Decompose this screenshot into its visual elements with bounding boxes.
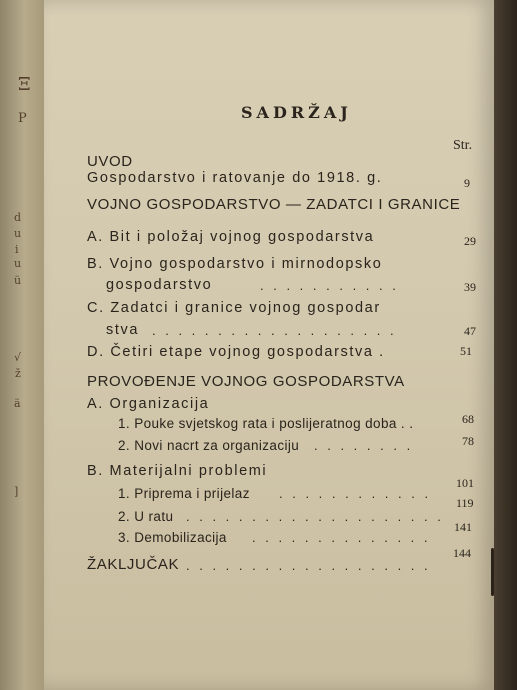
section-zakljucak: ŽAKLJUČAK	[87, 556, 180, 573]
toc-page-number: 47	[464, 324, 476, 338]
page-title: SADRŽAJ	[241, 103, 352, 122]
strip-mark: d	[14, 211, 22, 224]
background-right	[494, 0, 517, 690]
toc-page-number: 68	[462, 412, 474, 426]
toc-entry-text: A. Bit i položaj vojnog gospodarstva	[87, 229, 375, 245]
previous-page-edge	[0, 0, 44, 690]
toc-page-number: 119	[456, 496, 474, 510]
toc-entry-text: D. Četiri etape vojnog gospodarstva .	[87, 344, 385, 360]
leader-dots: . . . . . . . . . . . .	[279, 486, 432, 501]
strip-mark: ž	[15, 367, 21, 380]
leader-dots: . . . . . . . . . . .	[260, 278, 399, 293]
section-uvod: UVOD	[87, 153, 133, 170]
toc-entry-text: 2. U ratu	[118, 509, 174, 524]
page-column-header: Str.	[453, 138, 473, 153]
strip-mark: P	[18, 111, 27, 126]
toc-page-number: 101	[456, 476, 474, 490]
toc-entry-text: C. Zadatci i granice vojnog gospodar	[87, 300, 381, 316]
strip-mark: u	[14, 257, 22, 270]
book-page	[44, 0, 494, 690]
leader-dots: . . . . . . . . . . . . . . . . . . . .	[186, 509, 444, 524]
toc-entry-text: 1. Priprema i prijelaz	[118, 486, 250, 501]
toc-page-number: 51	[460, 344, 472, 358]
toc-entry-text: 2. Novi nacrt za organizaciju	[118, 438, 300, 453]
toc-entry-text: Gospodarstvo i ratovanje do 1918. g.	[87, 170, 383, 186]
toc-entry-text: B. Vojno gospodarstvo i mirnodopsko	[87, 256, 383, 272]
strip-mark: Ξ	[18, 74, 31, 95]
toc-entry-text: 3. Demobilizacija	[118, 530, 227, 545]
strip-mark: ]	[14, 485, 19, 498]
leader-dots: . . . . . . . . . . . . . .	[252, 530, 431, 545]
toc-page-number: 9	[464, 176, 470, 190]
section-part1: VOJNO GOSPODARSTVO — ZADATCI I GRANICE	[87, 196, 461, 213]
strip-mark: ü	[14, 274, 22, 287]
toc-page-number: 78	[462, 434, 474, 448]
strip-mark: u	[14, 227, 22, 240]
toc-entry-continuation: gospodarstvo	[106, 277, 213, 293]
leader-dots: . . . . . . . .	[314, 438, 414, 453]
toc-page-number: 29	[464, 234, 476, 248]
toc-subheading: B. Materijalni problemi	[87, 463, 268, 479]
toc-entry-text: 1. Pouke svjetskog rata i poslijeratnog doba . .	[118, 416, 414, 431]
strip-mark: √	[14, 351, 22, 364]
leader-dots: . . . . . . . . . . . . . . . . . . .	[186, 558, 431, 573]
section-part2: PROVOĐENJE VOJNOG GOSPODARSTVA	[87, 373, 405, 390]
strip-mark: ä	[14, 397, 21, 410]
strip-mark: i	[15, 243, 19, 256]
toc-page-number: 144	[453, 546, 471, 560]
toc-page-number: 39	[464, 280, 476, 294]
leader-dots: . . . . . . . . . . . . . . . . . . .	[152, 323, 397, 338]
toc-subheading: A. Organizacija	[87, 396, 210, 412]
toc-entry-continuation: stva	[106, 322, 139, 338]
toc-page-number: 141	[454, 520, 472, 534]
